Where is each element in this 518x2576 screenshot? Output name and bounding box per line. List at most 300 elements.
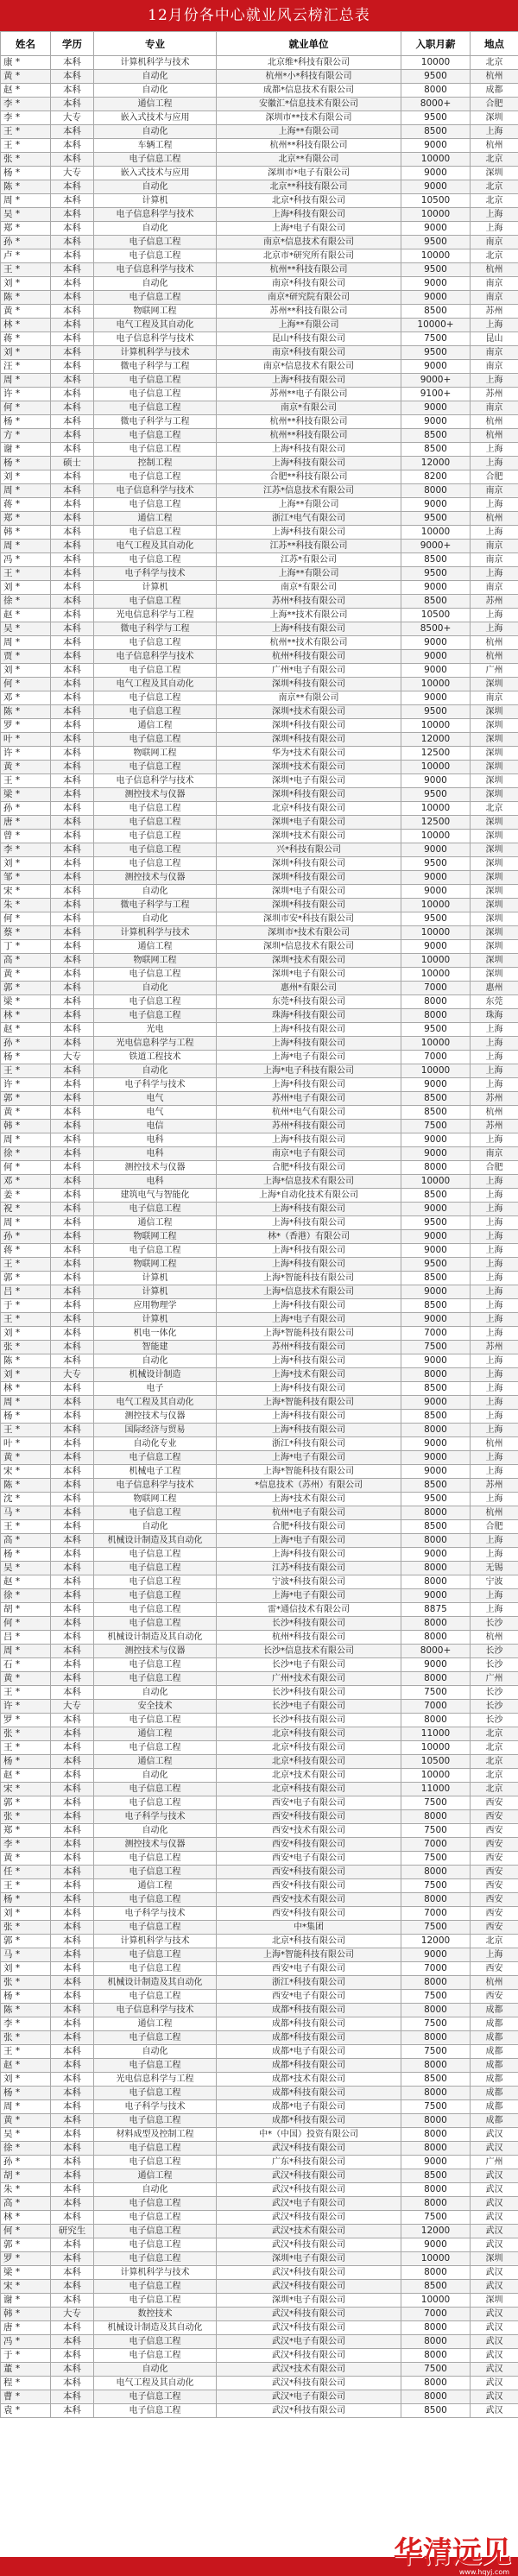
- cell-name: 黄 *: [1, 968, 51, 982]
- cell-major: 通信工程: [94, 512, 217, 526]
- cell-degree: 本科: [51, 2266, 94, 2280]
- cell-company: 江苏*科技有限公司: [217, 1562, 401, 1575]
- cell-name: 杨 *: [1, 457, 51, 470]
- cell-name: 孙 *: [1, 1230, 51, 1244]
- cell-company: 上海**有限公司: [217, 498, 401, 512]
- cell-company: 长沙*科技有限公司: [217, 1686, 401, 1700]
- cell-name: 杨 *: [1, 1755, 51, 1769]
- cell-city: 北京: [471, 1755, 518, 1769]
- cell-city: 武汉: [471, 2266, 518, 2280]
- cell-salary: 9000: [401, 1230, 471, 1244]
- cell-name: 周 *: [1, 374, 51, 388]
- table-row: [1, 484, 518, 498]
- table-row: [1, 664, 518, 678]
- cell-major: 数控技术: [94, 2308, 217, 2321]
- cell-salary: 8500: [401, 1092, 471, 1106]
- cell-degree: 本科: [51, 1078, 94, 1092]
- cell-major: 电子信息工程: [94, 2390, 217, 2404]
- cell-name: 李 *: [1, 2017, 51, 2031]
- cell-company: 成都*信息技术有限公司: [217, 84, 401, 98]
- cell-name: 唐 *: [1, 2321, 51, 2335]
- cell-degree: 本科: [51, 899, 94, 912]
- cell-salary: 9000: [401, 1313, 471, 1327]
- cell-name: 郭 *: [1, 982, 51, 995]
- cell-city: 深圳: [471, 111, 518, 125]
- cell-major: 国际经济与贸易: [94, 1424, 217, 1437]
- table-row: [1, 954, 518, 968]
- cell-degree: 本科: [51, 622, 94, 636]
- cell-company: 西安*电子有限公司: [217, 1796, 401, 1810]
- cell-degree: 本科: [51, 995, 94, 1009]
- table-row: [1, 111, 518, 125]
- cell-company: 杭州*小*科技有限公司: [217, 70, 401, 84]
- cell-degree: 本科: [51, 1617, 94, 1631]
- cell-company: 武汉*科技有限公司: [217, 2142, 401, 2156]
- cell-degree: 本科: [51, 415, 94, 429]
- cell-name: 杨 *: [1, 167, 51, 180]
- table-row: [1, 2128, 518, 2142]
- cell-major: 电气: [94, 1092, 217, 1106]
- table-row: [1, 1120, 518, 1133]
- cell-salary: 10000: [401, 208, 471, 222]
- cell-degree: 本科: [51, 595, 94, 609]
- cell-company: 上海*技术有限公司: [217, 1368, 401, 1382]
- cell-city: 北京: [471, 180, 518, 194]
- cell-city: 广州: [471, 1672, 518, 1686]
- cell-name: 韩 *: [1, 1120, 51, 1133]
- cell-city: 深圳: [471, 926, 518, 940]
- cell-name: 王 *: [1, 1741, 51, 1755]
- cell-salary: 9000: [401, 167, 471, 180]
- cell-salary: 8000: [401, 1534, 471, 1548]
- cell-major: 自动化: [94, 2363, 217, 2377]
- cell-company: 深圳市安*科技有限公司: [217, 912, 401, 926]
- cell-degree: 本科: [51, 2349, 94, 2363]
- cell-city: 上海: [471, 1133, 518, 1147]
- cell-name: 陈 *: [1, 705, 51, 719]
- cell-salary: 8000: [401, 1810, 471, 1824]
- cell-city: 上海: [471, 1244, 518, 1258]
- cell-company: 武汉*科技有限公司: [217, 2349, 401, 2363]
- table-row: [1, 1203, 518, 1216]
- cell-company: 上海*科技有限公司: [217, 1023, 401, 1037]
- cell-salary: 9000: [401, 1147, 471, 1161]
- cell-major: 电子信息工程: [94, 2349, 217, 2363]
- table-row: [1, 84, 518, 98]
- table-row: [1, 2280, 518, 2294]
- cell-degree: 本科: [51, 2183, 94, 2197]
- cell-salary: 9000: [401, 1244, 471, 1258]
- cell-name: 林 *: [1, 1382, 51, 1396]
- cell-name: 王 *: [1, 2045, 51, 2059]
- cell-major: 电子信息工程: [94, 843, 217, 857]
- cell-major: 测控技术与仪器: [94, 1161, 217, 1175]
- cell-salary: 8000: [401, 2059, 471, 2073]
- cell-salary: 11000: [401, 1727, 471, 1741]
- cell-degree: 本科: [51, 236, 94, 249]
- cell-company: 苏州*科技有限公司: [217, 1341, 401, 1354]
- cell-degree: 本科: [51, 871, 94, 885]
- cell-name: 赵 *: [1, 1575, 51, 1589]
- cell-city: 苏州: [471, 1341, 518, 1354]
- cell-salary: 7000: [401, 982, 471, 995]
- cell-degree: 本科: [51, 1575, 94, 1589]
- cell-name: 刘 *: [1, 1368, 51, 1382]
- cell-company: 广州*电子有限公司: [217, 664, 401, 678]
- cell-name: 卢 *: [1, 249, 51, 263]
- cell-name: 唐 *: [1, 816, 51, 830]
- cell-major: 车辆工程: [94, 139, 217, 153]
- table-row: [1, 2073, 518, 2087]
- cell-salary: 10000: [401, 830, 471, 843]
- cell-major: 机械设计制造及其自动化: [94, 1534, 217, 1548]
- cell-city: 深圳: [471, 843, 518, 857]
- cell-degree: 本科: [51, 194, 94, 208]
- table-row: [1, 2017, 518, 2031]
- cell-degree: 本科: [51, 1976, 94, 1990]
- cell-city: 成都: [471, 2059, 518, 2073]
- cell-name: 周 *: [1, 1133, 51, 1147]
- cell-major: 铁道工程技术: [94, 1051, 217, 1064]
- cell-city: 北京: [471, 1783, 518, 1796]
- table-row: [1, 1354, 518, 1368]
- cell-name: 曾 *: [1, 830, 51, 843]
- cell-name: 吕 *: [1, 1631, 51, 1645]
- cell-salary: 8000: [401, 1368, 471, 1382]
- cell-city: 上海: [471, 1313, 518, 1327]
- cell-degree: 本科: [51, 1866, 94, 1879]
- cell-major: 物联网工程: [94, 747, 217, 761]
- cell-major: 电子信息工程: [94, 553, 217, 567]
- cell-degree: 本科: [51, 636, 94, 650]
- cell-salary: 7500: [401, 1921, 471, 1935]
- cell-degree: 本科: [51, 816, 94, 830]
- cell-salary: 8500: [401, 1189, 471, 1203]
- cell-degree: 本科: [51, 968, 94, 982]
- cell-city: 西安: [471, 1893, 518, 1907]
- cell-company: 武汉*科技有限公司: [217, 2404, 401, 2418]
- cell-degree: 本科: [51, 1064, 94, 1078]
- cell-company: 兴*科技有限公司: [217, 843, 401, 857]
- cell-city: 上海: [471, 1203, 518, 1216]
- cell-name: 何 *: [1, 401, 51, 415]
- cell-salary: 8000: [401, 1617, 471, 1631]
- cell-degree: 本科: [51, 180, 94, 194]
- cell-company: 北京*科技有限公司: [217, 1741, 401, 1755]
- cell-company: 上海*智能科技有限公司: [217, 1465, 401, 1479]
- cell-salary: 8500: [401, 1272, 471, 1285]
- table-row: [1, 139, 518, 153]
- table-row: [1, 1852, 518, 1866]
- cell-major: 测控技术与仪器: [94, 1838, 217, 1852]
- cell-degree: 本科: [51, 733, 94, 747]
- cell-company: 深圳*电子有限公司: [217, 885, 401, 899]
- cell-city: 杭州: [471, 650, 518, 664]
- table-row: [1, 1216, 518, 1230]
- cell-name: 黄 *: [1, 2114, 51, 2128]
- cell-company: 上海*电子科技有限公司: [217, 1064, 401, 1078]
- cell-degree: 本科: [51, 2031, 94, 2045]
- cell-degree: 本科: [51, 1589, 94, 1603]
- table-row: [1, 1078, 518, 1092]
- cell-city: 西安: [471, 1838, 518, 1852]
- cell-major: 电子信息工程: [94, 2087, 217, 2100]
- cell-name: 赵 *: [1, 1769, 51, 1783]
- cell-degree: 本科: [51, 2294, 94, 2308]
- cell-city: 上海: [471, 567, 518, 581]
- cell-salary: 8000: [401, 2031, 471, 2045]
- cell-name: 蒋 *: [1, 332, 51, 346]
- cell-company: 武汉*科技有限公司: [217, 2238, 401, 2252]
- cell-name: 徐 *: [1, 1589, 51, 1603]
- cell-city: 武汉: [471, 2183, 518, 2197]
- cell-city: 西安: [471, 1879, 518, 1893]
- cell-major: 电子信息工程: [94, 2114, 217, 2128]
- cell-name: 王 *: [1, 1686, 51, 1700]
- cell-major: 电子信息工程: [94, 664, 217, 678]
- cell-major: 电子信息工程: [94, 1783, 217, 1796]
- cell-name: 韩 *: [1, 2308, 51, 2321]
- cell-degree: 本科: [51, 1216, 94, 1230]
- cell-major: 电子信息工程: [94, 249, 217, 263]
- cell-city: 深圳: [471, 857, 518, 871]
- cell-salary: 10000: [401, 526, 471, 540]
- cell-major: 通信工程: [94, 1216, 217, 1230]
- cell-salary: 9000: [401, 885, 471, 899]
- cell-company: 珠海*科技有限公司: [217, 1009, 401, 1023]
- cell-major: 自动化: [94, 70, 217, 84]
- table-row: [1, 305, 518, 319]
- cell-company: 林*（香港）有限公司: [217, 1230, 401, 1244]
- cell-city: 武汉: [471, 2238, 518, 2252]
- cell-salary: 10500: [401, 609, 471, 622]
- table-row: [1, 912, 518, 926]
- cell-name: 宋 *: [1, 1465, 51, 1479]
- cell-name: 高 *: [1, 1534, 51, 1548]
- cell-city: 上海: [471, 1534, 518, 1548]
- cell-degree: 本科: [51, 2073, 94, 2087]
- cell-city: 武汉: [471, 2349, 518, 2363]
- cell-company: 北京*科技有限公司: [217, 194, 401, 208]
- table-row: [1, 1741, 518, 1755]
- cell-name: 刘 *: [1, 470, 51, 484]
- cell-major: 测控技术与仪器: [94, 1645, 217, 1658]
- cell-major: 物联网工程: [94, 305, 217, 319]
- cell-salary: 9000: [401, 940, 471, 954]
- cell-name: 李 *: [1, 111, 51, 125]
- table-row: [1, 332, 518, 346]
- cell-name: 汪 *: [1, 360, 51, 374]
- table-row: [1, 581, 518, 595]
- cell-salary: 12000: [401, 457, 471, 470]
- table-row: [1, 2294, 518, 2308]
- cell-salary: 9500: [401, 567, 471, 581]
- cell-city: 杭州: [471, 415, 518, 429]
- cell-company: 西安*科技有限公司: [217, 1838, 401, 1852]
- table-row: [1, 1879, 518, 1893]
- cell-salary: 8000: [401, 1575, 471, 1589]
- cell-salary: 7000: [401, 2308, 471, 2321]
- table-row: [1, 1313, 518, 1327]
- table-row: [1, 1106, 518, 1120]
- cell-company: 上海*智能科技有限公司: [217, 1948, 401, 1962]
- cell-degree: 本科: [51, 526, 94, 540]
- cell-salary: 10000: [401, 2252, 471, 2266]
- cell-city: 南京: [471, 691, 518, 705]
- cell-company: 西安*科技有限公司: [217, 1866, 401, 1879]
- table-row: [1, 705, 518, 719]
- cell-salary: 7500: [401, 1852, 471, 1866]
- cell-name: 张 *: [1, 1341, 51, 1354]
- cell-name: 郭 *: [1, 2238, 51, 2252]
- table-row: [1, 1520, 518, 1534]
- table-row: [1, 277, 518, 291]
- table-row: [1, 457, 518, 470]
- cell-company: 北京*科技有限公司: [217, 1755, 401, 1769]
- cell-company: 南京*研究院有限公司: [217, 291, 401, 305]
- cell-salary: 9000: [401, 664, 471, 678]
- cell-city: 苏州: [471, 1120, 518, 1133]
- cell-company: 西安*电子有限公司: [217, 1852, 401, 1866]
- cell-name: 贾 *: [1, 650, 51, 664]
- cell-salary: 7500: [401, 2045, 471, 2059]
- cell-name: 祝 *: [1, 1203, 51, 1216]
- cell-major: 通信工程: [94, 1879, 217, 1893]
- cell-salary: 9000: [401, 774, 471, 788]
- cell-salary: 8000: [401, 1424, 471, 1437]
- cell-city: 深圳: [471, 167, 518, 180]
- cell-degree: 本科: [51, 1189, 94, 1203]
- cell-city: 上海: [471, 443, 518, 457]
- cell-major: 计算机科学与技术: [94, 1935, 217, 1948]
- cell-name: 黄 *: [1, 1451, 51, 1465]
- table-row: [1, 1023, 518, 1037]
- cell-salary: 9000: [401, 1354, 471, 1368]
- table-row: [1, 1258, 518, 1272]
- cell-name: 冯 *: [1, 2335, 51, 2349]
- cell-company: 昆山*科技有限公司: [217, 332, 401, 346]
- table-row: [1, 1382, 518, 1396]
- table-row: [1, 2156, 518, 2169]
- table-row: [1, 1783, 518, 1796]
- cell-salary: 8500: [401, 2280, 471, 2294]
- table-row: [1, 291, 518, 305]
- cell-company: 北京**有限公司: [217, 153, 401, 167]
- cell-degree: 本科: [51, 346, 94, 360]
- cell-city: 深圳: [471, 761, 518, 774]
- cell-salary: 8500: [401, 443, 471, 457]
- cell-city: 珠海: [471, 1009, 518, 1023]
- cell-name: 郑 *: [1, 1824, 51, 1838]
- cell-city: 成都: [471, 2045, 518, 2059]
- cell-company: 北京市*研究所有限公司: [217, 249, 401, 263]
- table-row: [1, 1327, 518, 1341]
- cell-major: 自动化: [94, 1824, 217, 1838]
- cell-company: 北京维*科技有限公司: [217, 56, 401, 70]
- cell-company: 杭州**技术有限公司: [217, 636, 401, 650]
- table-row: [1, 2390, 518, 2404]
- cell-degree: 大专: [51, 2308, 94, 2321]
- cell-city: 上海: [471, 1272, 518, 1285]
- cell-major: 自动化: [94, 1520, 217, 1534]
- cell-company: 深圳*科技有限公司: [217, 857, 401, 871]
- cell-company: 西安*科技有限公司: [217, 1879, 401, 1893]
- cell-degree: 本科: [51, 567, 94, 581]
- cell-degree: 本科: [51, 1244, 94, 1258]
- cell-salary: 7000: [401, 1962, 471, 1976]
- cell-city: 苏州: [471, 388, 518, 401]
- cell-degree: 本科: [51, 857, 94, 871]
- cell-name: 刘 *: [1, 1962, 51, 1976]
- table-row: [1, 1437, 518, 1451]
- cell-city: 成都: [471, 2100, 518, 2114]
- cell-city: 长沙: [471, 1617, 518, 1631]
- cell-city: 上海: [471, 1424, 518, 1437]
- cell-company: 深圳市*电子有限公司: [217, 167, 401, 180]
- table-row: [1, 2252, 518, 2266]
- cell-city: 合肥: [471, 1520, 518, 1534]
- cell-major: 电子信息工程: [94, 1990, 217, 2004]
- cell-salary: 9500: [401, 111, 471, 125]
- cell-name: 王 *: [1, 567, 51, 581]
- cell-name: 周 *: [1, 2100, 51, 2114]
- cell-salary: 9000: [401, 360, 471, 374]
- cell-city: 上海: [471, 1230, 518, 1244]
- cell-city: 上海: [471, 1368, 518, 1382]
- cell-company: 西安*电子有限公司: [217, 1990, 401, 2004]
- cell-salary: 9000: [401, 1658, 471, 1672]
- cell-degree: 本科: [51, 443, 94, 457]
- cell-degree: 本科: [51, 2114, 94, 2128]
- cell-major: 机械设计制造及其自动化: [94, 2321, 217, 2335]
- table-row: [1, 374, 518, 388]
- cell-major: 电子信息工程: [94, 1714, 217, 1727]
- cell-salary: 8200: [401, 470, 471, 484]
- cell-salary: 10500: [401, 194, 471, 208]
- cell-degree: 本科: [51, 125, 94, 139]
- cell-city: 深圳: [471, 788, 518, 802]
- table-row: [1, 1092, 518, 1106]
- cell-city: 广州: [471, 2156, 518, 2169]
- cell-salary: 10000: [401, 249, 471, 263]
- cell-name: 董 *: [1, 2363, 51, 2377]
- cell-major: 电子信息工程: [94, 443, 217, 457]
- cell-city: 深圳: [471, 899, 518, 912]
- cell-city: 武汉: [471, 2280, 518, 2294]
- cell-company: 成都*科技有限公司: [217, 2017, 401, 2031]
- cell-major: 电子科学与技术: [94, 1907, 217, 1921]
- table-row: [1, 1672, 518, 1686]
- cell-name: 杨 *: [1, 1410, 51, 1424]
- table-row: [1, 194, 518, 208]
- cell-salary: 7500: [401, 332, 471, 346]
- cell-city: 长沙: [471, 1714, 518, 1727]
- cell-degree: 本科: [51, 1990, 94, 2004]
- cell-name: 梁 *: [1, 788, 51, 802]
- cell-name: 郑 *: [1, 512, 51, 526]
- cell-degree: 大专: [51, 1700, 94, 1714]
- cell-degree: 本科: [51, 1354, 94, 1368]
- table-row: [1, 1603, 518, 1617]
- table-row: [1, 1396, 518, 1410]
- cell-major: 电子信息工程: [94, 470, 217, 484]
- cell-degree: 本科: [51, 2100, 94, 2114]
- table-row: [1, 747, 518, 761]
- cell-name: 陈 *: [1, 1479, 51, 1493]
- cell-major: 电子信息工程: [94, 2031, 217, 2045]
- cell-salary: 9100+: [401, 388, 471, 401]
- cell-city: 武汉: [471, 2363, 518, 2377]
